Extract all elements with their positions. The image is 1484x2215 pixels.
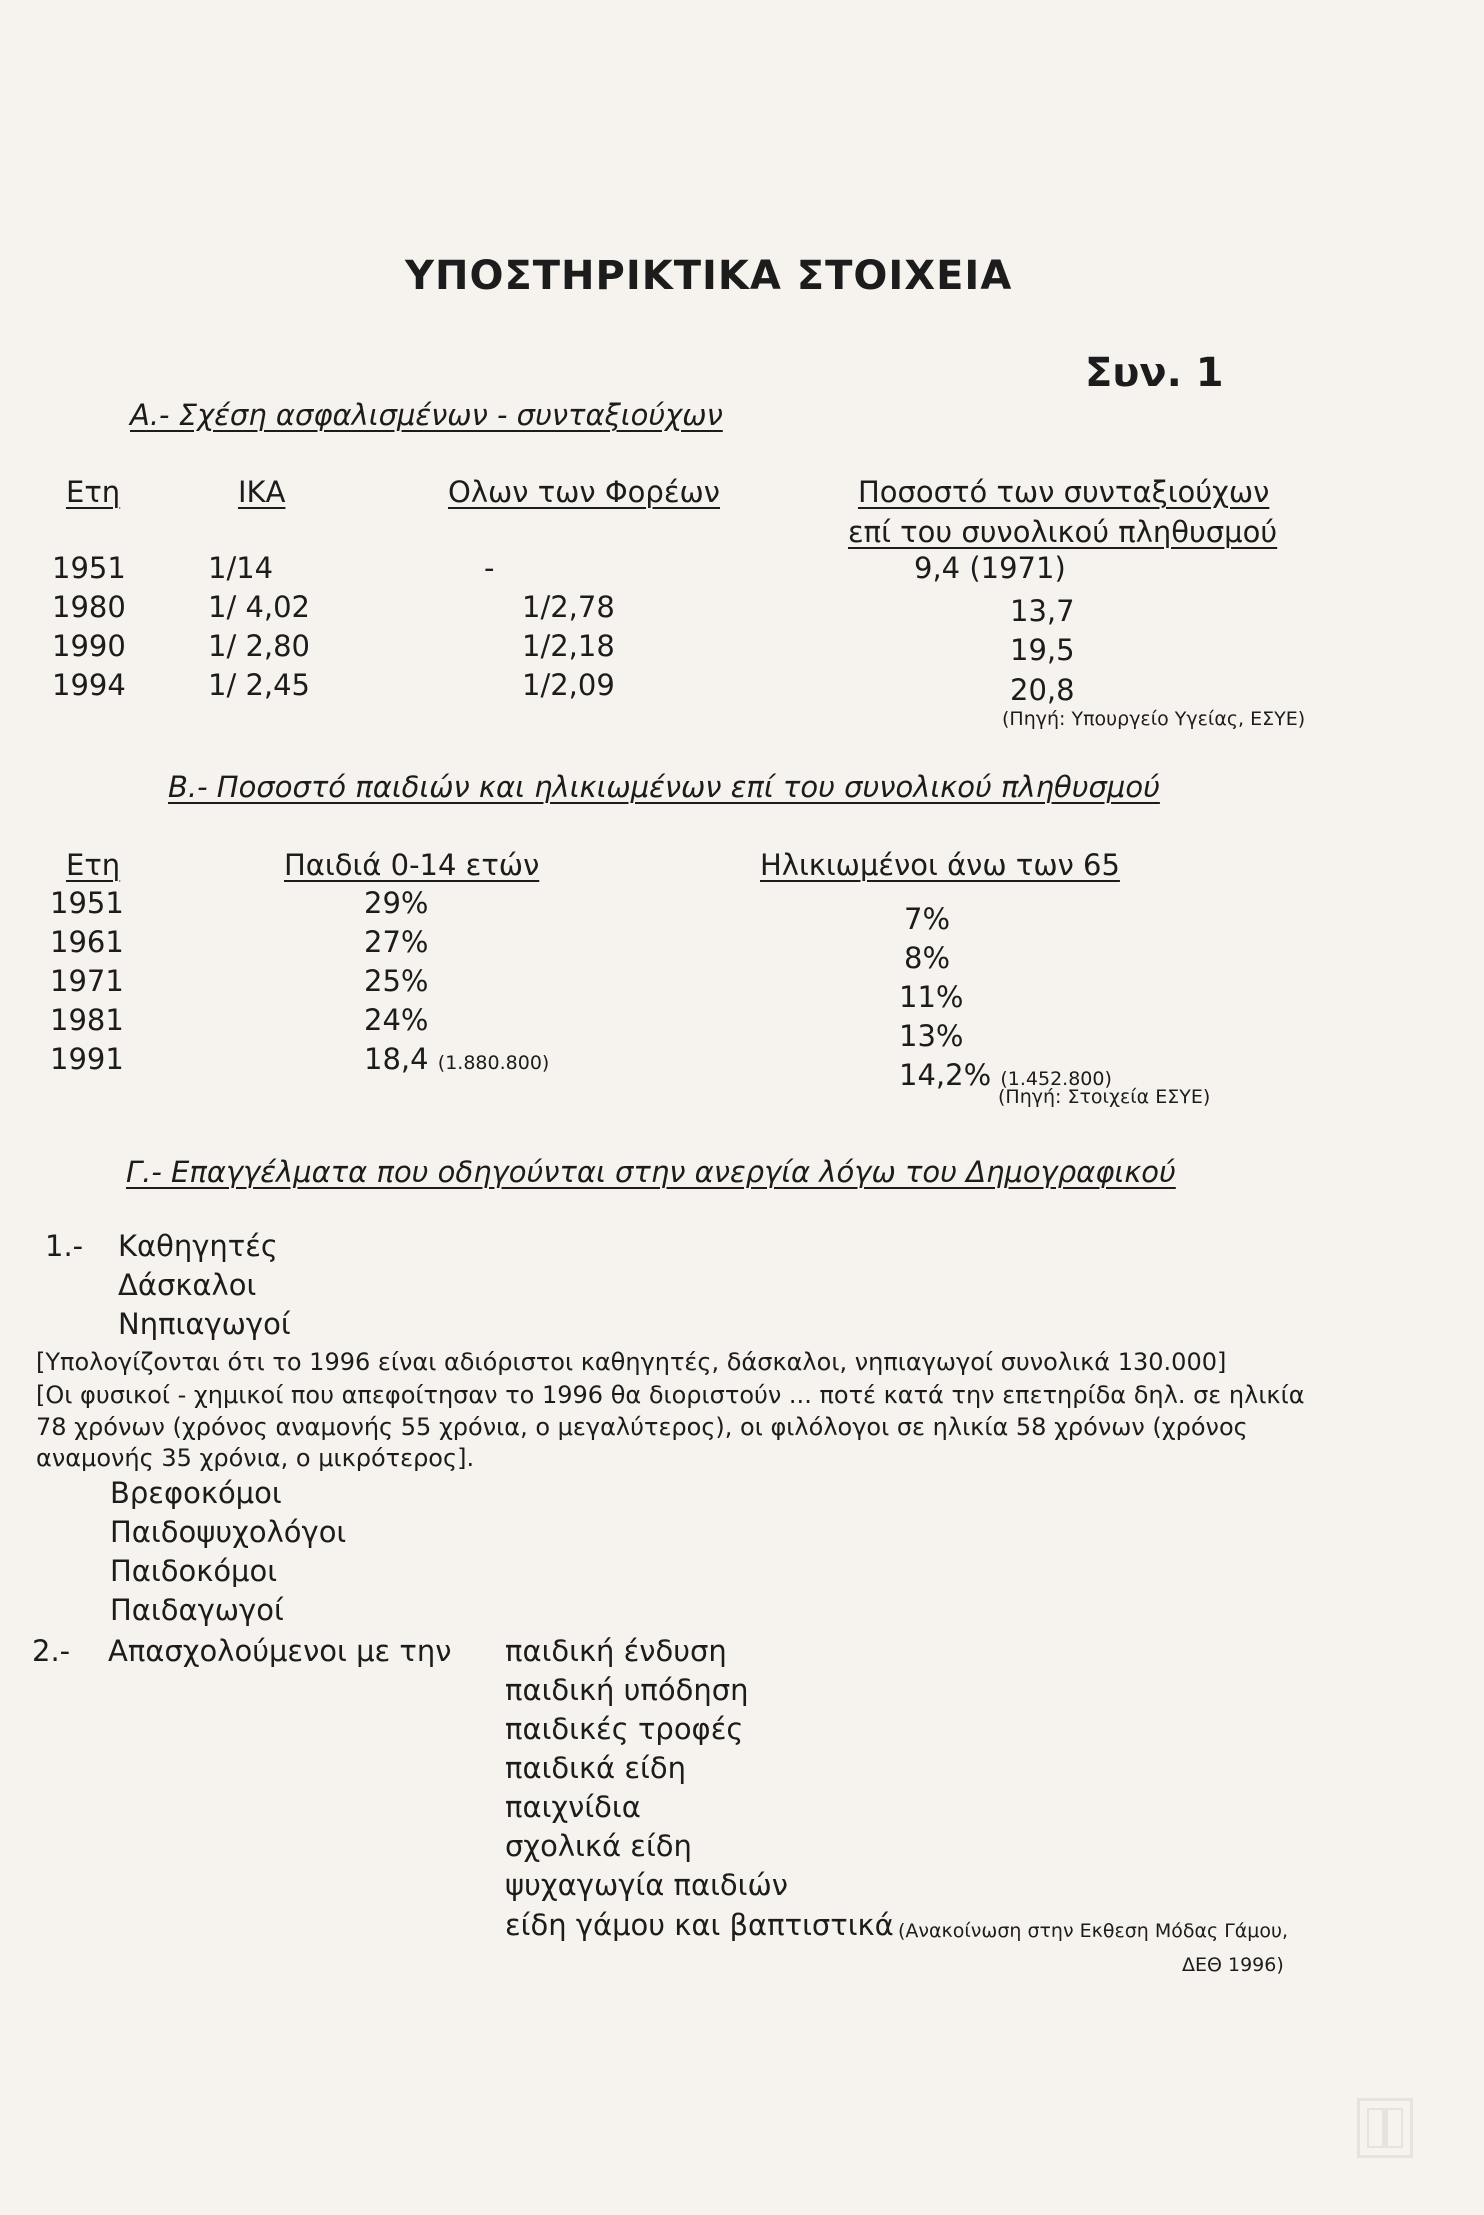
section-a-heading: Α.- Σχέση ασφαλισμένων - συνταξιούχων (130, 398, 723, 432)
section-b-header-years: Ετη (66, 848, 121, 882)
list-item: παιδικά είδη (505, 1751, 686, 1785)
section-a-header-years: Ετη (66, 475, 121, 509)
table-cell-year: 1980 (52, 590, 126, 624)
table-cell-all: 1/2,78 (522, 590, 615, 624)
table-cell-year: 1994 (52, 668, 126, 702)
section-c-heading: Γ.- Επαγγέλματα που οδηγούνται στην ανεργία λόγω του Δημογραφικού (126, 1155, 1176, 1189)
list-item: Νηπιαγωγοί (118, 1307, 291, 1341)
item-1-number: 1.- (45, 1229, 84, 1263)
note-line: αναμονής 35 χρόνια, ο μικρότερος]. (36, 1444, 475, 1472)
section-c-source-line2: ΔΕΘ 1996) (1182, 1954, 1284, 1976)
section-a-source: (Πηγή: Υπουργείο Υγείας, ΕΣΥΕ) (1002, 708, 1306, 730)
table-cell-pct: 19,5 (1010, 633, 1075, 667)
table-cell-elderly: 11% (899, 980, 964, 1014)
section-b-source: (Πηγή: Στοιχεία ΕΣΥΕ) (998, 1086, 1211, 1108)
table-cell-pct: 9,4 (1971) (914, 551, 1066, 585)
table-cell-elderly: 7% (904, 902, 951, 936)
table-cell-year: 1971 (50, 964, 124, 998)
table-cell-year: 1991 (50, 1042, 124, 1076)
table-cell-children (364, 1042, 549, 1076)
list-item: ψυχαγωγία παιδιών (505, 1868, 788, 1902)
list-item: Καθηγητές (118, 1229, 278, 1263)
table-cell-elderly: 13% (899, 1019, 964, 1053)
note-line: 78 χρόνων (χρόνος αναμονής 55 χρόνια, ο μεγαλύτερος), οι φιλόλογοι σε ηλικία 58 χρόνων (χρόνος (36, 1413, 1248, 1441)
section-a-header-pct-line2: επί του συνολικού πληθυσμού (848, 515, 1278, 549)
table-cell-year: 1951 (50, 886, 124, 920)
table-cell-children: 25% (364, 964, 429, 998)
table-cell-year: 1981 (50, 1003, 124, 1037)
children-note: (1.880.800) (437, 1052, 550, 1074)
section-a-header-all: Ολων των Φορέων (448, 475, 720, 509)
table-cell-ika: 1/ 4,02 (208, 590, 311, 624)
note-line: [Υπολογίζονται ότι το 1996 είναι αδιόριστοι καθηγητές, δάσκαλοι, νηπιαγωγοί συνολικά 130.000] (36, 1348, 1227, 1376)
list-item: Παιδοψυχολόγοι (110, 1515, 347, 1549)
library-watermark-logo (1357, 2098, 1413, 2158)
list-item: Βρεφοκόμοι (110, 1476, 282, 1510)
elderly-value: 14,2% (899, 1058, 992, 1092)
list-item: Παιδαγωγοί (110, 1593, 284, 1627)
note-line: [Οι φυσικοί - χημικοί που απεφοίτησαν το 1996 θα διοριστούν ... ποτέ κατά την επετηρίδα δηλ. σε ηλικία (36, 1381, 1305, 1409)
section-b-heading: Β.- Ποσοστό παιδιών και ηλικιωμένων επί του συνολικού πληθυσμού (168, 770, 1160, 804)
list-item: Δάσκαλοι (118, 1268, 257, 1302)
table-cell-elderly: 8% (904, 941, 951, 975)
table-cell-year: 1951 (52, 551, 126, 585)
list-item: παιδικές τροφές (505, 1712, 744, 1746)
list-item: σχολικά είδη (505, 1829, 692, 1863)
children-value: 18,4 (364, 1042, 429, 1076)
section-b-header-elderly: Ηλικιωμένοι άνω των 65 (760, 848, 1120, 882)
section-b-header-children: Παιδιά 0-14 ετών (284, 848, 540, 882)
table-cell-year: 1990 (52, 629, 126, 663)
section-a-header-ika: ΙΚΑ (238, 475, 286, 509)
elderly-note: (1.452.800) (1000, 1068, 1112, 1090)
table-cell-ika: 1/ 2,80 (208, 629, 311, 663)
page-title: ΥΠΟΣΤΗΡΙΚΤΙΚΑ ΣΤΟΙΧΕΙΑ (405, 253, 1013, 299)
section-c-source-line1: (Ανακοίνωση στην Εκθεση Μόδας Γάμου, (898, 1920, 1289, 1942)
table-cell-ika: 1/14 (208, 551, 274, 585)
list-item: παιδική υπόδηση (505, 1673, 749, 1707)
item-2-label: Απασχολούμενοι με την (108, 1634, 452, 1668)
table-cell-children: 27% (364, 925, 429, 959)
table-cell-children: 29% (364, 886, 429, 920)
list-item: παιχνίδια (505, 1790, 641, 1824)
list-item: παιδική ένδυση (505, 1634, 727, 1668)
appendix-label: Συν. 1 (1085, 350, 1224, 396)
table-cell-year: 1961 (50, 925, 124, 959)
table-cell-pct: 20,8 (1010, 673, 1075, 707)
section-a-header-pct-line1: Ποσοστό των συνταξιούχων (858, 475, 1270, 509)
list-item: Παιδοκόμοι (110, 1554, 278, 1588)
table-cell-all: - (484, 551, 495, 585)
table-cell-children: 24% (364, 1003, 429, 1037)
table-cell-ika: 1/ 2,45 (208, 668, 311, 702)
table-cell-pct: 13,7 (1010, 594, 1075, 628)
table-cell-all: 1/2,09 (522, 668, 615, 702)
list-item: είδη γάμου και βαπτιστικά (505, 1908, 894, 1942)
table-cell-all: 1/2,18 (522, 629, 615, 663)
item-2-number: 2.- (32, 1634, 71, 1668)
